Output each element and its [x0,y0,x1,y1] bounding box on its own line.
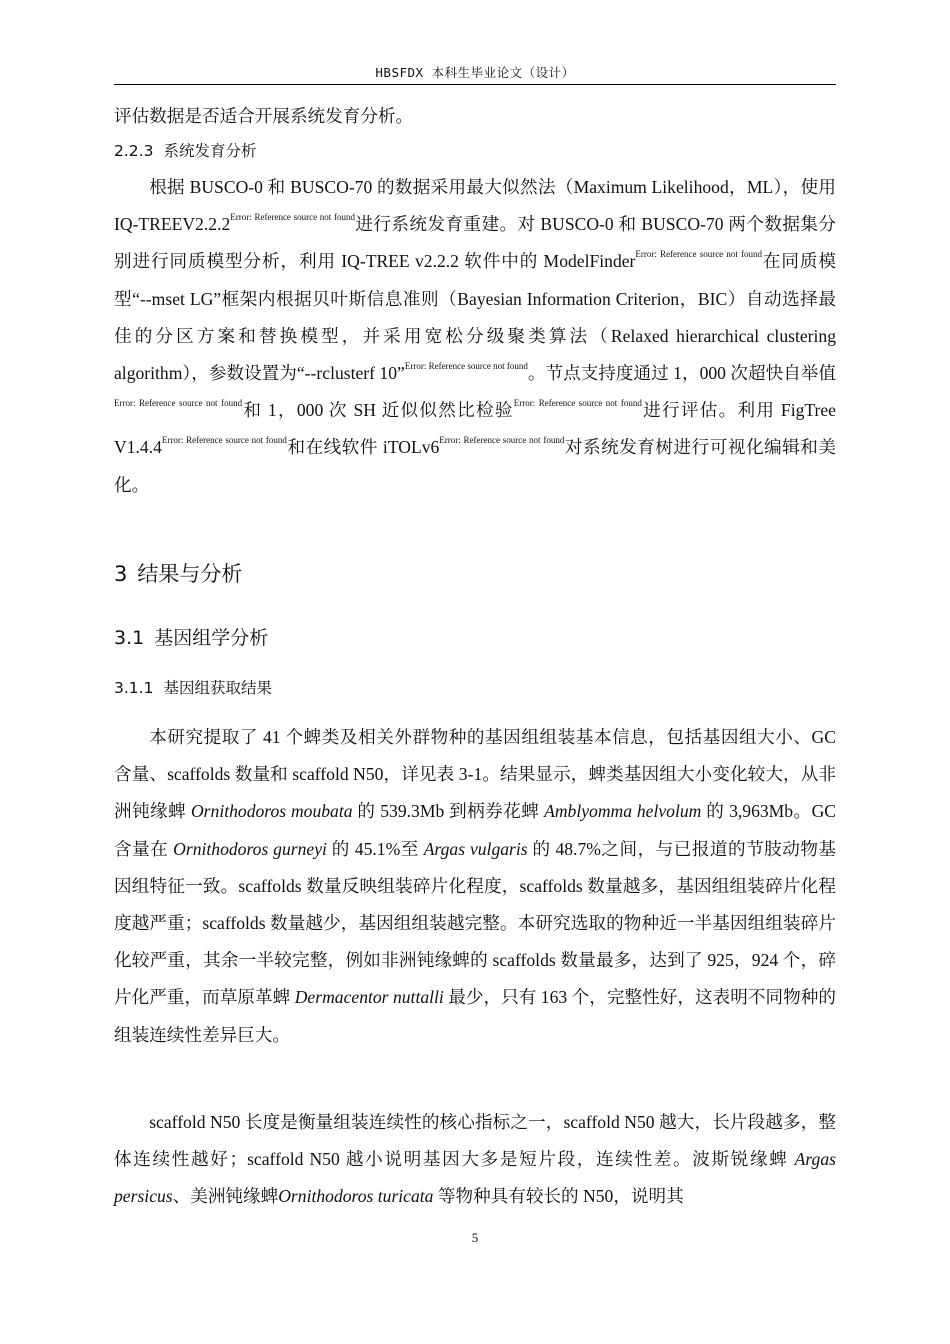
section-title: 基因组学分析 [154,627,269,649]
text-run: 在同质模型“--mset LG”框架内根据贝叶斯信息准则（Bayesian Information Criterion，BIC）自动选择最佳的分区方案和替换模型，并采用宽松分级聚类算法（Relaxed hierarchical clustering algorithm），参数设置为“--rclusterf 10” [114,251,836,384]
text-run: 本研究提取了 41 个蜱类及相关外群物种的基因组组装基本信息，包括基因组大小、GC 含量、scaffolds 数量和 scaffold N50，详见表 3-1。结果显示，蜱类基因组大小变化较大，从非洲钝缘蜱 [114,727,836,822]
paragraph-genome-results [114,719,836,1054]
reference-error: Error: Reference source not found [114,398,243,409]
species-name: Ornithodoros turicata [278,1186,434,1207]
text-run: 的 45.1%至 [326,838,424,859]
species-name: Amblyomma helvolum [544,801,702,822]
section-title: 结果与分析 [137,562,243,586]
section-heading-2-2-3 [114,138,256,164]
section-heading-3-1-1 [114,675,272,701]
reference-error: Error: Reference source not found [513,398,642,409]
page-number: 5 [471,1230,479,1245]
text-run: 。节点支持度通过 1，000 次超快自举值 [527,363,836,384]
species-name: Ornithodoros moubata [190,801,353,822]
paragraph-n50 [114,1104,836,1216]
section-title: 系统发育分析 [163,142,257,160]
text-run: 等物种具有较长的 N50，说明其 [433,1186,684,1207]
section-number: 3.1.1 [114,679,154,697]
species-name: Argas vulgaris [423,838,528,859]
text-run: 对系统发育树进行可视化编辑和美化。 [114,437,837,495]
chapter-heading-3 [114,559,242,589]
reference-error: Error: Reference source not found [635,249,762,260]
species-name: Argas persicus [114,1149,836,1207]
paragraph-phylogenetic-analysis [114,169,836,504]
text-run: 根据 BUSCO-0 和 BUSCO-70 的数据采用最大似然法（Maximum Likelihood，ML），使用 IQ-TREEV2.2.2 [114,177,836,235]
section-number: 3.1 [114,627,145,649]
paragraph-continued: 评估数据是否适合开展系统发育分析。 [114,106,414,126]
text-run: 进行系统发育重建。对 BUSCO-0 和 BUSCO-70 两个数据集分别进行同质模型分析，利用 IQ-TREE v2.2.2 软件中的 ModelFinder [114,214,836,272]
text-run: 、美洲钝缘蜱 [172,1186,279,1207]
reference-error: Error: Reference source not found [439,435,565,446]
species-name: Ornithodoros gurneyi [173,838,327,859]
text-run: 和在线软件 iTOLv6 [286,437,440,458]
text-run: 的 48.7%之间，与已报道的节肢动物基因组特征一致。scaffolds 数量反映组装碎片化程度，scaffolds 数量越多，基因组组装碎片化程度越严重；scaffolds 数量越少，基因组组装越完整。本研究选取的物种近一半基因组组装碎片化较严重，其余一半较完整，例如非洲钝缘蜱的 scaffolds 数量最多，达到了 925，924 个，碎片化严重，而草原革蜱 [114,838,836,1008]
section-number: 3 [114,562,128,586]
reference-error: Error: Reference source not found [161,435,287,446]
running-header: HBSFDX 本科生毕业论文（设计） [114,62,836,85]
text-run: 的 539.3Mb 到柄券花蜱 [352,801,545,822]
text-run: scaffold N50 长度是衡量组装连续性的核心指标之一，scaffold N50 越大，长片段越多，整体连续性越好；scaffold N50 越小说明基因大多是短片段，连续性差。波斯锐缘蜱 [114,1112,836,1170]
species-name: Dermacentor nuttalli [294,987,444,1008]
text-run: 最少，只有 163 个，完整性好，这表明不同物种的组装连续性差异巨大。 [114,987,836,1045]
section-number: 2.2.3 [114,142,154,160]
text-run: 和 1，000 次 SH 近似似然比检验 [242,400,514,421]
reference-error: Error: Reference source not found [230,212,355,223]
reference-error: Error: Reference source not found [404,361,528,372]
section-title: 基因组获取结果 [163,679,272,697]
section-heading-3-1 [114,624,268,652]
text-run: 进行评估。利用 FigTree V1.4.4 [114,400,836,458]
text-run: 的 3,963Mb。GC 含量在 [114,801,837,859]
